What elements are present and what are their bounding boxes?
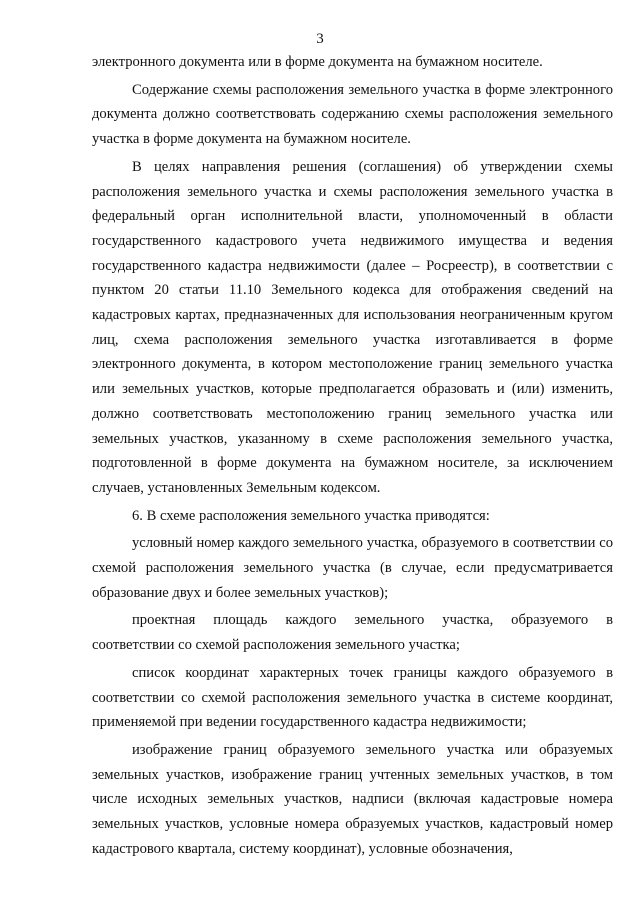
- list-item-project-area: проектная площадь каждого земельного участка, образуемого в соответствии со схемой расположения земельного участка;: [92, 612, 613, 654]
- list-item-coordinates: список координат характерных точек границы каждого образуемого в соответствии со схемой расположения земельного участка в системе координат, применяемой при ведении государственного кадастра недвижимости;: [92, 664, 613, 731]
- section-6-heading: 6. В схеме расположения земельного участка приводятся:: [132, 507, 490, 524]
- paragraph-rosreestr: В целях направления решения (соглашения) об утверждении схемы расположения земельного участка и схемы расположения земельного участка в федеральный орган исполнительной власти, уполномоченный в области государственного кадастрового учета недвижимого имущества и ведения государственного кадастра недвижимости (далее – Росреестр), в соответствии с пунктом 20 статьи 11.10 Земельного кодекса для отображения сведений на кадастровых картах, предназначенных для использования неограниченным кругом лиц, схема расположения земельного участка изготавливается в форме электронного документа, в котором местоположение границ земельного участка или земельных участков, которые предполагается образовать и (или) изменить, должно соответствовать местоположению границ земельного участка или земельных участков, указанному в схеме расположения земельного участка, подготовленной в форме документа на бумажном носителе, за исключением случаев, установленных Земельным кодексом.: [92, 158, 613, 496]
- page-number: 3: [316, 31, 324, 47]
- document-body: [92, 50, 613, 862]
- list-item-conditional-number: условный номер каждого земельного участка, образуемого в соответствии со схемой расположения земельного участка (в случае, если предусматривается образование двух и более земельных участков);: [92, 535, 613, 601]
- paragraph-continuation: электронного документа или в форме документа на бумажном носителе.: [92, 54, 543, 70]
- list-item-boundaries-image: изображение границ образуемого земельного участка или образуемых земельных участков, изображение границ учтенных земельных участков, в том числе исходных земельных участков, надписи (включая кадастровые номера земельных участков, условные номера образуемых участков, кадастровый номер кадастрового квартала, систему координат), условные обозначения,: [92, 741, 613, 857]
- paragraph-electronic-content: Содержание схемы расположения земельного участка в форме электронного документа должно соответствовать содержанию схемы расположения земельного участка в форме документа на бумажном носителе.: [92, 81, 613, 148]
